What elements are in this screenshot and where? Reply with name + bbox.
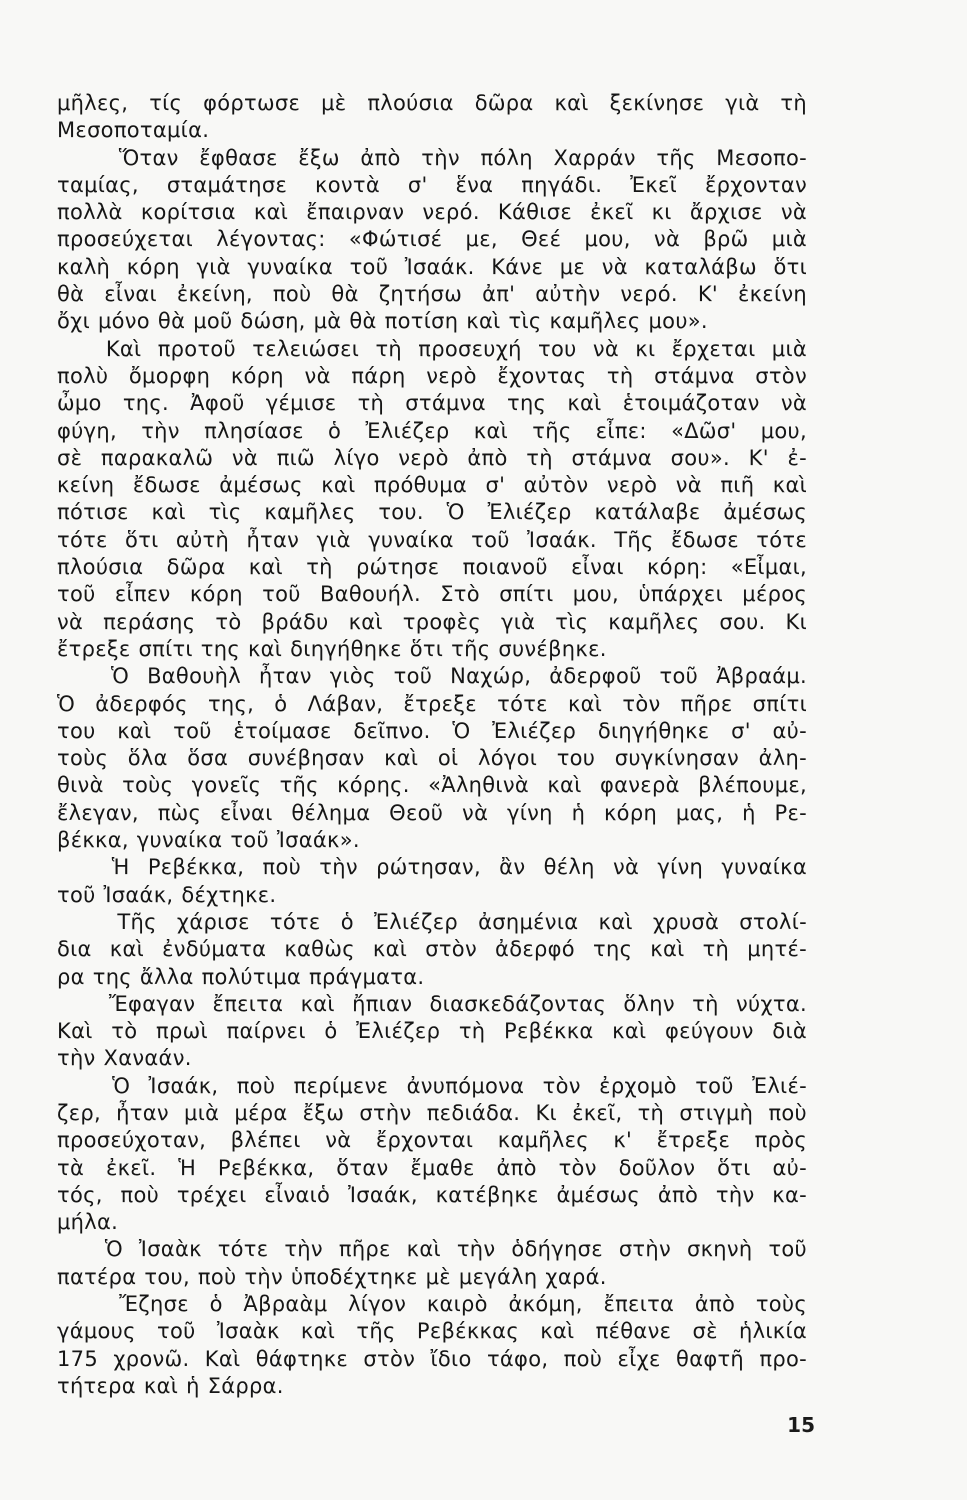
text-line: Ἡ Ρεβέκκα, ποὺ τὴν ρώτησαν, ἂν θέλη νὰ γίνη γυναίκα bbox=[57, 855, 807, 880]
text-line: ὄχι μόνο θὰ μοῦ δώση, μὰ θὰ ποτίση καὶ τὶς καμῆλες μου». bbox=[57, 309, 708, 334]
body-text bbox=[57, 90, 807, 1400]
text-line: καλὴ κόρη γιὰ γυναίκα τοῦ Ἰσαάκ. Κάνε με νὰ καταλάβω ὅτι bbox=[57, 254, 807, 279]
text-line: κείνη ἔδωσε ἀμέσως καὶ πρόθυμα σ' αὐτὸν νερὸ νὰ πιῆ καὶ bbox=[57, 473, 807, 498]
text-line: γάμους τοῦ Ἰσαὰκ καὶ τῆς Ρεβέκκας καὶ πέθανε σὲ ἡλικία bbox=[57, 1319, 807, 1344]
text-line: πλούσια δῶρα καὶ τὴ ρώτησε ποιανοῦ εἶναι κόρη: «Εἶμαι, bbox=[57, 555, 807, 580]
text-line: Ὁ Ἰσαάκ, ποὺ περίμενε ἀνυπόμονα τὸν ἐρχομὸ τοῦ Ἐλιέ- bbox=[57, 1073, 807, 1098]
text-line: του καὶ τοῦ ἑτοίμασε δεῖπνο. Ὁ Ἐλιέζερ διηγήθηκε σ' αὐ- bbox=[57, 718, 807, 743]
text-line: ταμίας, σταμάτησε κοντὰ σ' ἕνα πηγάδι. Ἐκεῖ ἔρχονταν bbox=[57, 172, 807, 197]
text-line: τοὺς ὅλα ὅσα συνέβησαν καὶ οἱ λόγοι του συγκίνησαν ἀλη- bbox=[57, 746, 807, 771]
text-line: πατέρα του, ποὺ τὴν ὑποδέχτηκε μὲ μεγάλη χαρά. bbox=[57, 1264, 607, 1289]
text-line: προσεύχοταν, βλέπει νὰ ἔρχονται καμῆλες κ' ἔτρεξε πρὸς bbox=[57, 1128, 807, 1153]
text-line: σὲ παρακαλῶ νὰ πιῶ λίγο νερὸ ἀπὸ τὴ στάμνα σου». Κ' ἐ- bbox=[57, 445, 807, 470]
text-line: μήλα. bbox=[57, 1210, 119, 1235]
text-line: Τῆς χάρισε τότε ὁ Ἐλιέζερ ἀσημένια καὶ χρυσὰ στολί- bbox=[57, 909, 807, 934]
text-line: τήτερα καὶ ἡ Σάρρα. bbox=[57, 1373, 284, 1398]
text-line: ρα της ἄλλα πολύτιμα πράγματα. bbox=[57, 964, 425, 989]
text-line: Ἔφαγαν ἔπειτα καὶ ἤπιαν διασκεδάζοντας ὅλην τὴ νύχτα. bbox=[57, 991, 807, 1016]
text-line: πολλὰ κορίτσια καὶ ἔπαιρναν νερό. Κάθισε ἐκεῖ κι ἄρχισε νὰ bbox=[57, 200, 807, 225]
text-line: δια καὶ ἐνδύματα καθὼς καὶ στὸν ἀδερφό της καὶ τὴ μητέ- bbox=[57, 937, 807, 962]
text-line: τοῦ εἶπεν κόρη τοῦ Βαθουήλ. Στὸ σπίτι μου, ὑπάρχει μέρος bbox=[57, 582, 807, 607]
text-line: φύγη, τὴν πλησίασε ὁ Ἐλιέζερ καὶ τῆς εἶπε: «Δῶσ' μου, bbox=[57, 418, 807, 443]
text-line: ἔλεγαν, πὼς εἶναι θέλημα Θεοῦ νὰ γίνη ἡ κόρη μας, ἡ Ρε- bbox=[57, 800, 807, 825]
text-line: βέκκα, γυναίκα τοῦ Ἰσαάκ». bbox=[57, 828, 360, 853]
text-line: Καὶ τὸ πρωὶ παίρνει ὁ Ἐλιέζερ τὴ Ρεβέκκα καὶ φεύγουν διὰ bbox=[57, 1019, 807, 1044]
text-line: πότισε καὶ τὶς καμῆλες του. Ὁ Ἐλιέζερ κατάλαβε ἀμέσως bbox=[57, 500, 807, 525]
text-line: τοῦ Ἰσαάκ, δέχτηκε. bbox=[57, 882, 277, 907]
text-line: Ὁ Ἰσαὰκ τότε τὴν πῆρε καὶ τὴν ὁδήγησε στὴν σκηνὴ τοῦ bbox=[57, 1237, 807, 1262]
text-line: ἔτρεξε σπίτι της καὶ διηγήθηκε ὅτι τῆς συνέβηκε. bbox=[57, 636, 607, 661]
text-line: 175 χρονῶ. Καὶ θάφτηκε στὸν ἴδιο τάφο, ποὺ εἶχε θαφτῆ προ- bbox=[57, 1346, 807, 1371]
text-line: ὦμο της. Ἀφοῦ γέμισε τὴ στάμνα της καὶ ἑτοιμάζοταν νὰ bbox=[57, 391, 807, 416]
text-line: θινὰ τοὺς γονεῖς τῆς κόρης. «Ἀληθινὰ καὶ φανερὰ βλέπουμε, bbox=[57, 773, 807, 798]
text-line: πολὺ ὄμορφη κόρη νὰ πάρη νερὸ ἔχοντας τὴ στάμνα στὸν bbox=[57, 363, 807, 388]
page-number: 15 bbox=[787, 1413, 815, 1437]
text-line: Μεσοποταμία. bbox=[57, 118, 210, 143]
text-line: νὰ περάσης τὸ βράδυ καὶ τροφὲς γιὰ τὶς καμῆλες σου. Κι bbox=[57, 609, 807, 634]
text-line: μῆλες, τίς φόρτωσε μὲ πλούσια δῶρα καὶ ξεκίνησε γιὰ τὴ bbox=[57, 91, 807, 115]
text-line: Καὶ προτοῦ τελειώσει τὴ προσευχή του νὰ κι ἔρχεται μιὰ bbox=[57, 336, 807, 361]
text-line: Ἔζησε ὁ Ἀβραὰμ λίγον καιρὸ ἀκόμη, ἔπειτα ἀπὸ τοὺς bbox=[57, 1292, 807, 1317]
text-line: τός, ποὺ τρέχει εἶναιὁ Ἰσαάκ, κατέβηκε ἀμέσως ἀπὸ τὴν κα- bbox=[57, 1182, 807, 1207]
text-line: Ὅταν ἔφθασε ἔξω ἀπὸ τὴν πόλη Χαρράν τῆς Μεσοπο- bbox=[57, 145, 807, 170]
text-line: τὰ ἐκεῖ. Ἡ Ρεβέκκα, ὅταν ἔμαθε ἀπὸ τὸν δοῦλον ὅτι αὐ- bbox=[57, 1155, 807, 1180]
text-line: ζερ, ἦταν μιὰ μέρα ἔξω στὴν πεδιάδα. Κι ἐκεῖ, τὴ στιγμὴ ποὺ bbox=[57, 1100, 807, 1125]
text-line: Ὁ Βαθουὴλ ἦταν γιὸς τοῦ Ναχώρ, ἀδερφοῦ τοῦ Ἀβραάμ. bbox=[57, 664, 807, 689]
text-line: τότε ὅτι αὐτὴ ἦταν γιὰ γυναίκα τοῦ Ἰσαάκ. Τῆς ἔδωσε τότε bbox=[57, 527, 807, 552]
text-line: τὴν Χαναάν. bbox=[57, 1046, 192, 1071]
text-line: προσεύχεται λέγοντας: «Φώτισέ με, Θεέ μου, νὰ βρῶ μιὰ bbox=[57, 227, 807, 252]
text-line: Ὁ ἀδερφός της, ὁ Λάβαν, ἔτρεξε τότε καὶ τὸν πῆρε σπίτι bbox=[57, 691, 807, 716]
text-line: θὰ εἶναι ἐκείνη, ποὺ θὰ ζητήσω ἀπ' αὐτὴν νερό. Κ' ἐκείνη bbox=[57, 282, 807, 307]
